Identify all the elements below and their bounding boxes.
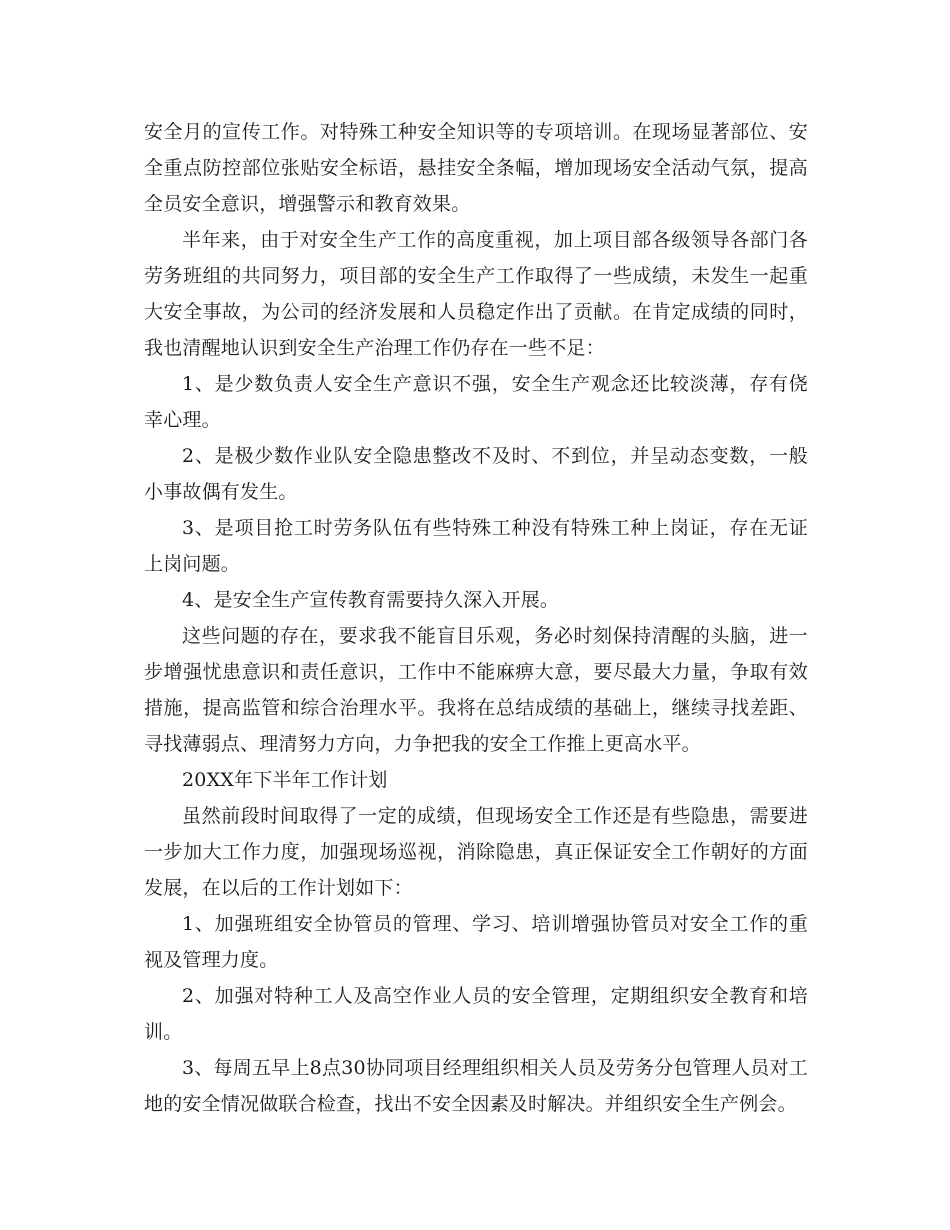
paragraph-improvement: 这些问题的存在，要求我不能盲目乐观，务必时刻保持清醒的头脑，进一步增强忧患意识和责任意识，工作中不能麻痹大意，要尽最大力量，争取有效措施，提高监管和综合治理水平。我将在总结成绩的基础上，继续寻找差距、寻找薄弱点、理清努力方向，力争把我的安全工作推上更高水平。 xyxy=(144,625,808,755)
list-item-shortcoming-2: 2、是极少数作业队安全隐患整改不及时、不到位，并呈动态变数，一般小事故偶有发生。 xyxy=(144,445,808,503)
list-item-plan-1: 1、加强班组安全协管员的管理、学习、培训增强协管员对安全工作的重视及管理力度。 xyxy=(144,913,808,971)
list-item-plan-3: 3、每周五早上8点30协同项目经理组织相关人员及劳务分包管理人员对工地的安全情况做联合检查，找出不安全因素及时解决。并组织安全生产例会。 xyxy=(144,1057,808,1115)
list-item-plan-2: 2、加强对特种工人及高空作业人员的安全管理，定期组织安全教育和培训。 xyxy=(144,985,808,1043)
paragraph-plan-intro: 虽然前段时间取得了一定的成绩，但现场安全工作还是有些隐患，需要进一步加大工作力度，加强现场巡视，消除隐患，真正保证安全工作朝好的方面发展，在以后的工作计划如下： xyxy=(144,805,808,899)
list-item-shortcoming-3: 3、是项目抢工时劳务队伍有些特殊工种没有特殊工种上岗证，存在无证上岗问题。 xyxy=(144,517,808,575)
paragraph-safety-month: 安全月的宣传工作。对特殊工种安全知识等的专项培训。在现场显著部位、安全重点防控部位张贴安全标语，悬挂安全条幅，增加现场安全活动气氛，提高全员安全意识，增强警示和教育效果。 xyxy=(144,121,808,215)
section-heading-work-plan: 20XX年下半年工作计划 xyxy=(182,769,388,791)
list-item-shortcoming-4: 4、是安全生产宣传教育需要持久深入开展。 xyxy=(182,589,560,611)
list-item-shortcoming-1: 1、是少数负责人安全生产意识不强，安全生产观念还比较淡薄，存有侥幸心理。 xyxy=(144,373,808,431)
paragraph-half-year-summary: 半年来，由于对安全生产工作的高度重视，加上项目部各级领导各部门各劳务班组的共同努力，项目部的安全生产工作取得了一些成绩，未发生一起重大安全事故，为公司的经济发展和人员稳定作出了贡献。在肯定成绩的同时，我也清醒地认识到安全生产治理工作仍存在一些不足： xyxy=(144,229,808,359)
document-body xyxy=(144,114,808,1122)
